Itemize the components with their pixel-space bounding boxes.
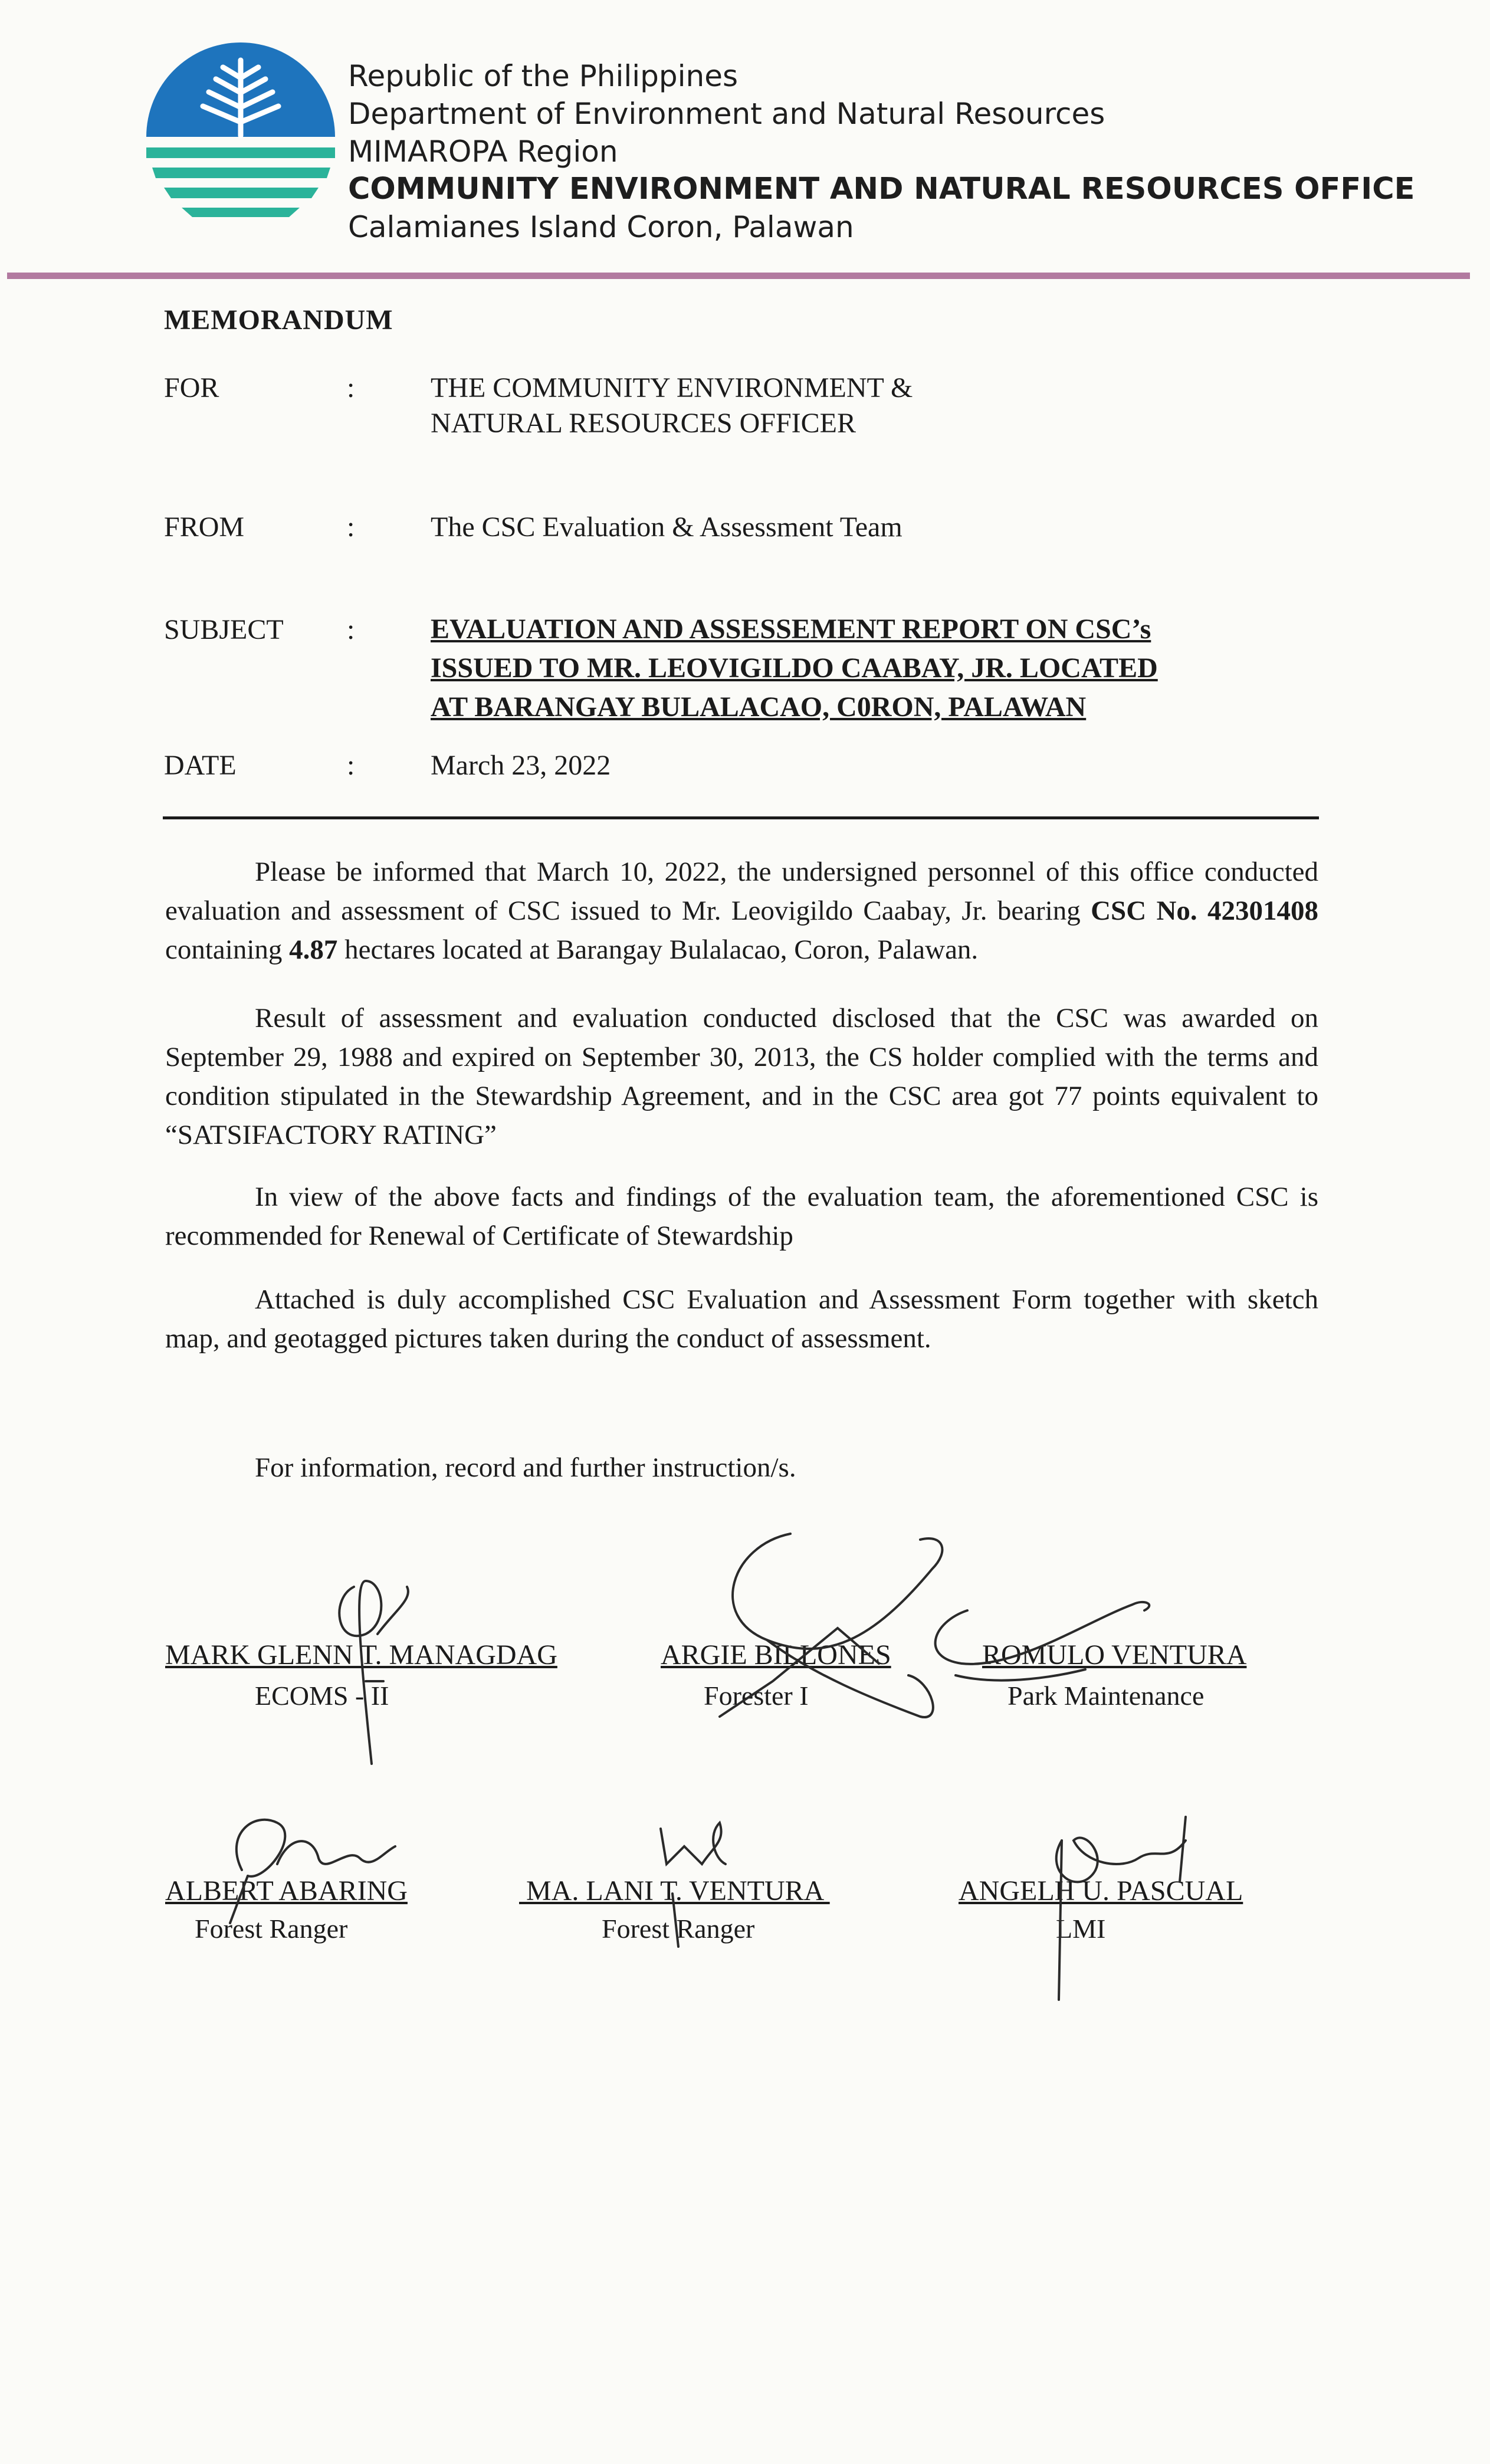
paragraph-4: Attached is duly accomplished CSC Evaluation and Assessment Form together with sketch map, and geotagged pictures taken during the conduct of assessment.	[165, 1284, 1318, 1354]
paragraph-2: Result of assessment and evaluation conducted disclosed that the CSC was awarded on September 29, 1988 and expired on September 30, 2013, the CS holder complied with the terms and condition stipulated in the Stewardship Agreement, and in the CSC area got 77 points equivalent to “SATSIFACTORY RATING”	[165, 1003, 1318, 1150]
letterhead-location: Calamianes Island Coron, Palawan	[348, 210, 854, 244]
letterhead-department: Department of Environment and Natural Resources	[348, 97, 1105, 131]
letterhead-country: Republic of the Philippines	[348, 59, 739, 93]
signatory-4-title: Forest Ranger	[195, 1914, 348, 1944]
date-value: March 23, 2022	[431, 750, 611, 781]
signatory-2-title: Forester I	[704, 1681, 809, 1711]
paragraph-5: For information, record and further instruction/s.	[255, 1452, 796, 1483]
letterhead-region: MIMAROPA Region	[348, 134, 618, 169]
denr-logo	[140, 37, 341, 225]
signature-4	[206, 1799, 407, 1929]
signatory-1-name: MARK GLENN T. MANAGDAG	[165, 1639, 557, 1671]
paragraph-1	[165, 852, 1318, 969]
paragraph-3: In view of the above facts and findings of the evaluation team, the aforementioned CSC is recommended for Renewal of Certificate of Stewardship	[165, 1182, 1318, 1251]
p1-text-e: hectares located at Barangay Bulalacao, Coron, Palawan.	[337, 934, 979, 965]
from-value: The CSC Evaluation & Assessment Team	[431, 511, 902, 543]
signatory-1-title: ECOMS - II	[255, 1681, 389, 1711]
signatory-4-name: ALBERT ABARING	[165, 1875, 408, 1907]
letterhead-office: COMMUNITY ENVIRONMENT AND NATURAL RESOURCES OFFICE	[348, 172, 1415, 206]
signatory-2-name: ARGIE BILLONES	[661, 1639, 891, 1671]
for-colon: :	[347, 372, 355, 403]
subject-line3: AT BARANGAY BULALACAO, C0RON, PALAWAN	[431, 691, 1087, 723]
letterhead	[348, 57, 1414, 246]
for-value-line1: THE COMMUNITY ENVIRONMENT &	[431, 372, 913, 403]
signatory-3-name: ROMULO VENTURA	[982, 1639, 1247, 1671]
p1-text-a: Please be informed that March 10, 2022, the undersigned personnel of this office conducted evaluation and assessment of CSC issued to Mr. Leovigildo Caabay, Jr. bearing	[165, 857, 1318, 926]
signature-5	[649, 1811, 743, 1953]
subject-value	[431, 610, 1158, 727]
date-label: DATE	[164, 750, 237, 781]
from-colon: :	[347, 511, 355, 543]
subject-line2: ISSUED TO MR. LEOVIGILDO CAABAY, JR. LOCATED	[431, 652, 1158, 684]
p1-text-c: containing	[165, 934, 290, 965]
letterhead-divider	[7, 273, 1470, 279]
for-value-line2: NATURAL RESOURCES OFFICER	[431, 408, 856, 439]
signature-3	[908, 1587, 1168, 1705]
signature-6	[1038, 1805, 1203, 2006]
signatory-3-title: Park Maintenance	[1007, 1681, 1205, 1711]
p1-hectares: 4.87	[289, 934, 338, 965]
memo-heading: MEMORANDUM	[164, 304, 393, 336]
signatory-5-name: MA. LANI T. VENTURA	[519, 1875, 830, 1907]
p1-csc-number: CSC No. 42301408	[1091, 895, 1319, 926]
signatory-5-title: Forest Ranger	[602, 1914, 755, 1944]
signature-1	[319, 1563, 437, 1776]
header-divider	[163, 816, 1319, 819]
for-label: FOR	[164, 372, 219, 403]
subject-label: SUBJECT	[164, 614, 284, 645]
subject-colon: :	[347, 614, 355, 645]
signatory-6-title: LMI	[1056, 1914, 1106, 1944]
signatory-6-name: ANGELH U. PASCUAL	[959, 1875, 1243, 1907]
date-colon: :	[347, 750, 355, 781]
subject-line1: EVALUATION AND ASSESSEMENT REPORT ON CSC’s	[431, 613, 1151, 645]
from-label: FROM	[164, 511, 245, 543]
